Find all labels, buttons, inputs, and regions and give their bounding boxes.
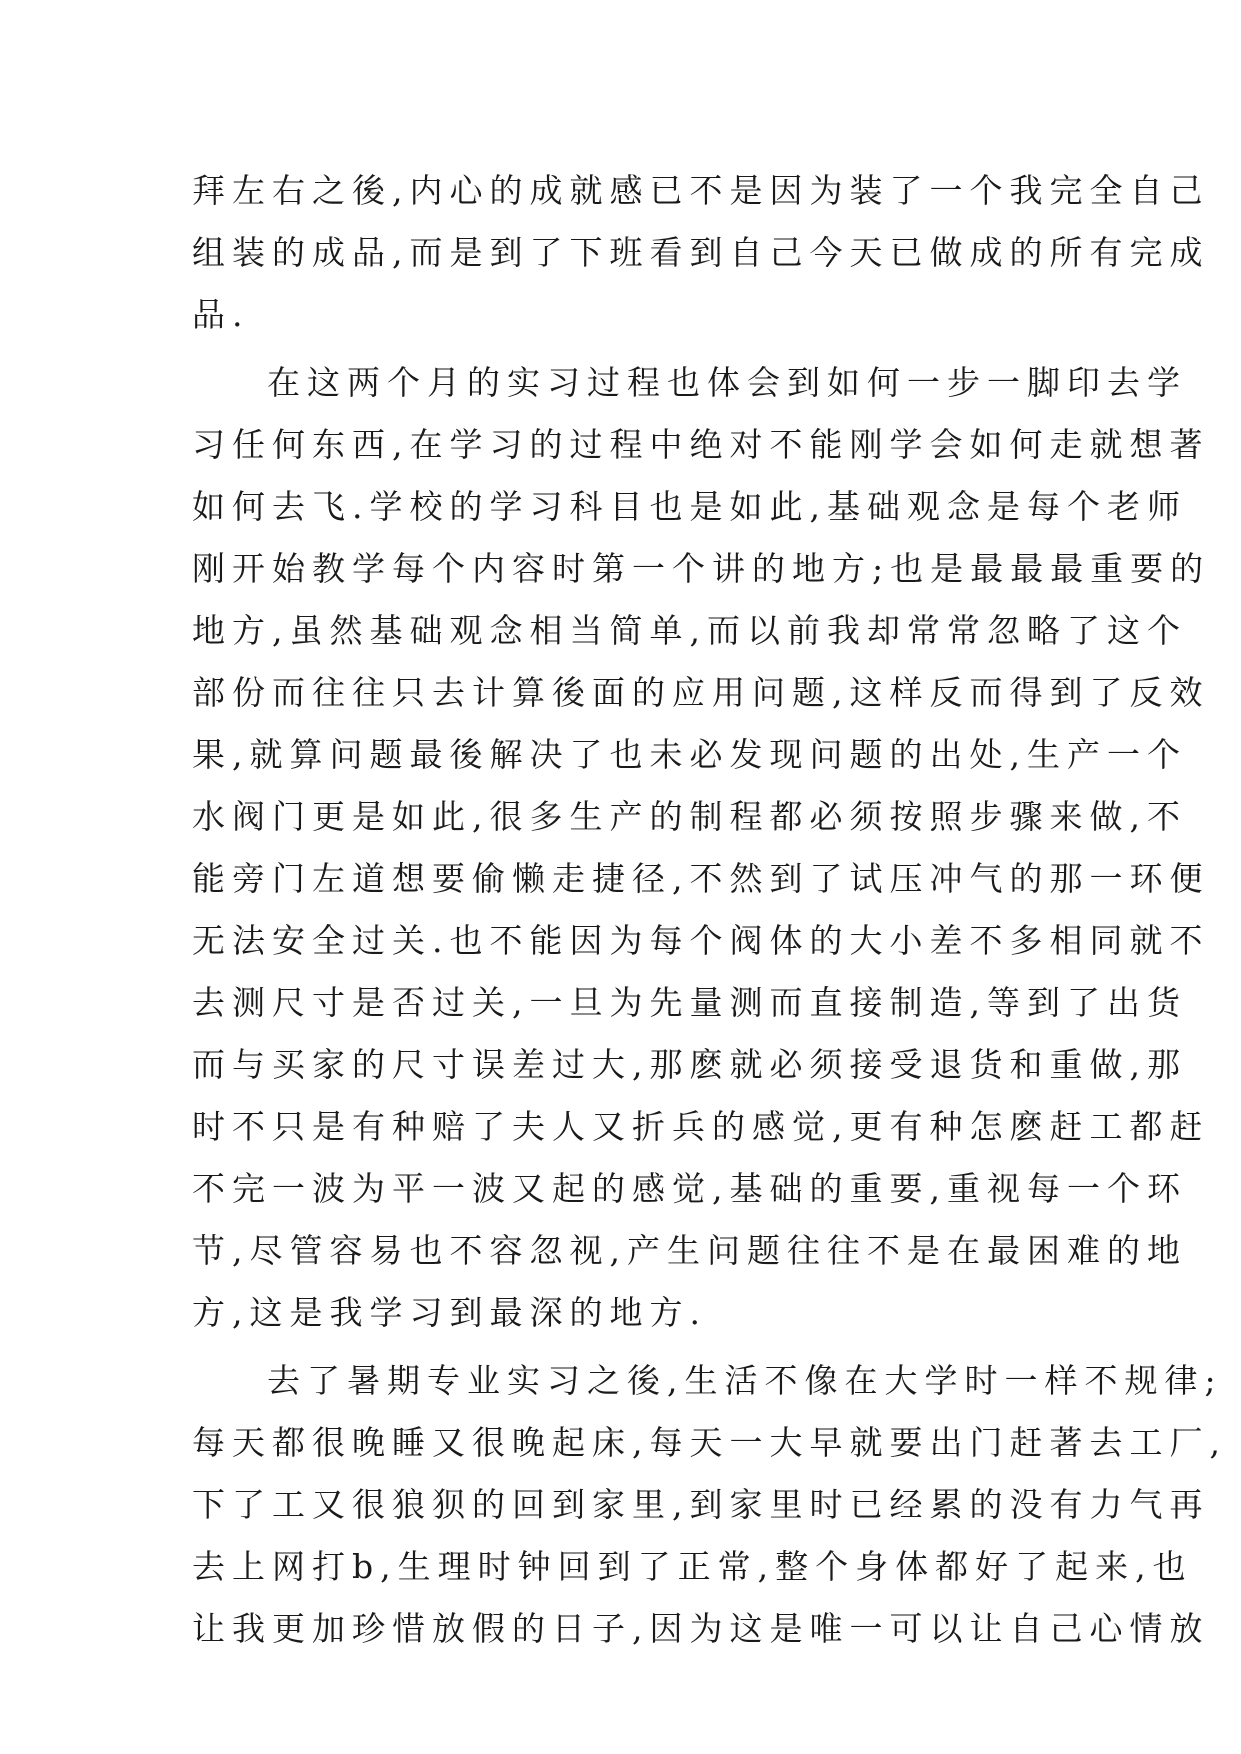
- text-line: 刚开始教学每个内容时第一个讲的地方;也是最最最重要的: [192, 549, 1211, 588]
- text-line: 去测尺寸是否过关,一旦为先量测而直接制造,等到了出货: [192, 983, 1187, 1022]
- document-body: [192, 160, 1227, 1660]
- paragraph-continuation: [192, 160, 1210, 346]
- paragraph-internship-lessons: [192, 352, 1211, 1344]
- text-line: 去了暑期专业实习之後,生活不像在大学时一样不规律;: [267, 1361, 1223, 1400]
- text-line: 品.: [192, 295, 250, 334]
- text-line: 时不只是有种赔了夫人又折兵的感觉,更有种怎麽赶工都赶: [192, 1107, 1210, 1146]
- text-line: 下了工又很狼狈的回到家里,到家里时已经累的没有力气再: [192, 1485, 1210, 1524]
- text-line: 让我更加珍惜放假的日子,因为这是唯一可以让自己心情放: [192, 1609, 1210, 1648]
- text-line: 去上网打b,生理时钟回到了正常,整个身体都好了起来,也: [192, 1547, 1193, 1586]
- text-line: 组装的成品,而是到了下班看到自己今天已做成的所有完成: [192, 233, 1210, 272]
- text-line: 在这两个月的实习过程也体会到如何一步一脚印去学: [267, 363, 1187, 402]
- text-line: 每天都很晚睡又很晚起床,每天一大早就要出门赶著去工厂,: [192, 1423, 1227, 1462]
- paragraph-summer-life: [192, 1350, 1227, 1660]
- text-line: 能旁门左道想要偷懒走捷径,不然到了试压冲气的那一环便: [192, 859, 1210, 898]
- text-line: 不完一波为平一波又起的感觉,基础的重要,重视每一个环: [192, 1169, 1187, 1208]
- text-line: 而与买家的尺寸误差过大,那麽就必须接受退货和重做,那: [192, 1045, 1187, 1084]
- text-line: 方,这是我学习到最深的地方.: [192, 1293, 707, 1332]
- text-line: 果,就算问题最後解决了也未必发现问题的出处,生产一个: [192, 735, 1187, 774]
- text-line: 拜左右之後,内心的成就感已不是因为装了一个我完全自己: [192, 171, 1210, 210]
- text-line: 部份而往往只去计算後面的应用问题,这样反而得到了反效: [192, 673, 1210, 712]
- text-line: 地方,虽然基础观念相当简单,而以前我却常常忽略了这个: [192, 611, 1187, 650]
- text-line: 习任何东西,在学习的过程中绝对不能刚学会如何走就想著: [192, 425, 1210, 464]
- text-line: 无法安全过关.也不能因为每个阀体的大小差不多相同就不: [192, 921, 1210, 960]
- text-line: 如何去飞.学校的学习科目也是如此,基础观念是每个老师: [192, 487, 1187, 526]
- text-line: 水阀门更是如此,很多生产的制程都必须按照步骤来做,不: [192, 797, 1187, 836]
- text-line: 节,尽管容易也不容忽视,产生问题往往不是在最困难的地: [192, 1231, 1187, 1270]
